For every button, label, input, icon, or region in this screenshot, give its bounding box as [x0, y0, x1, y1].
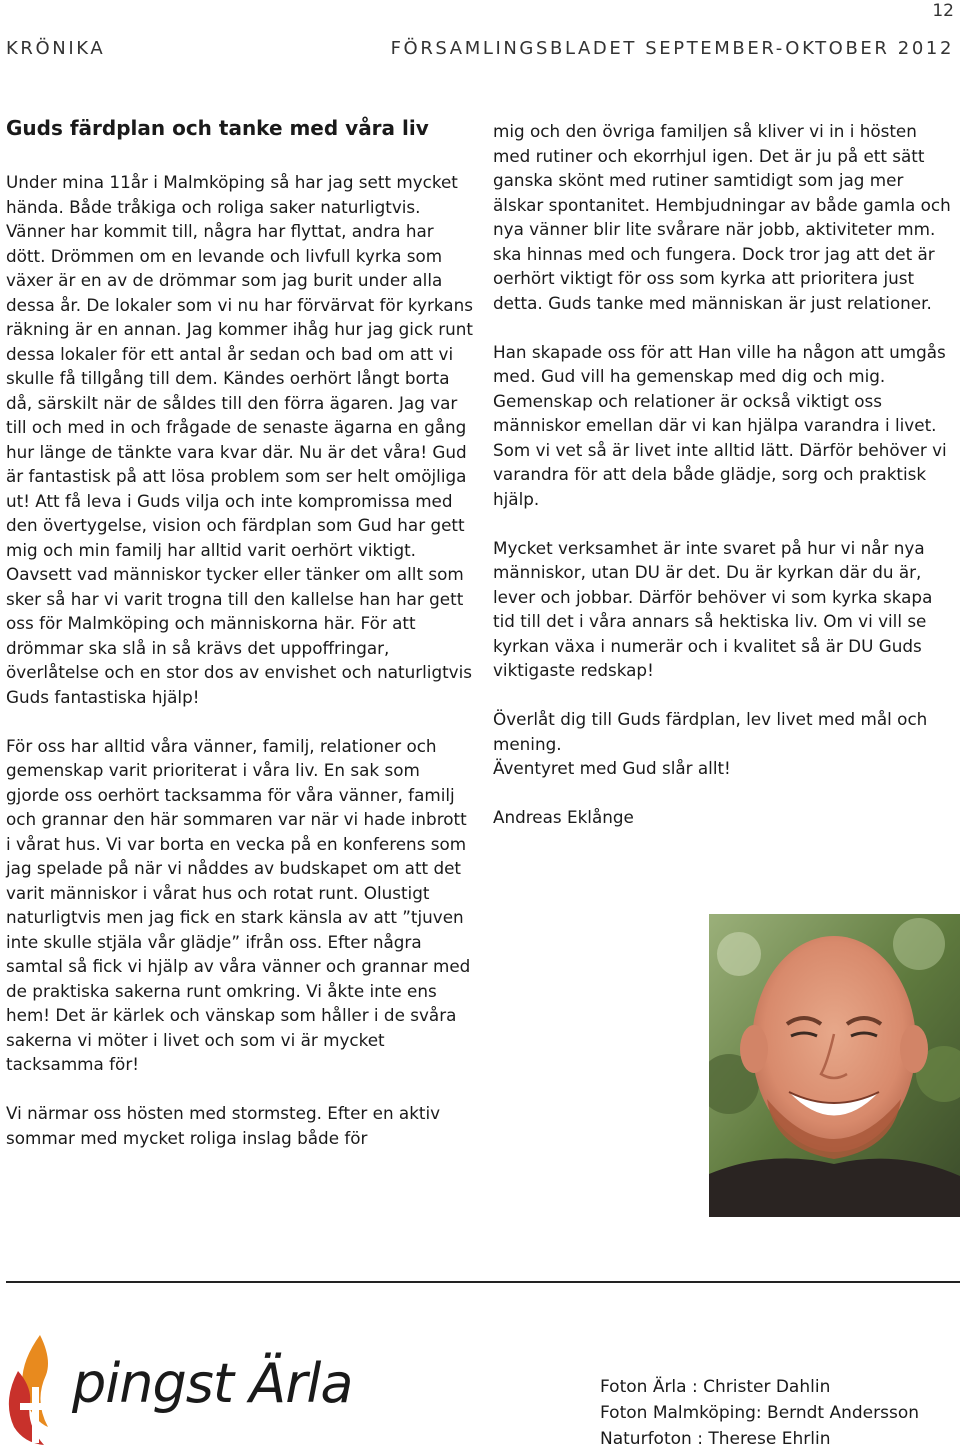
paragraph: Vi närmar oss hösten med stormsteg. Efter en aktiv sommar med mycket roliga inslag både för [6, 1103, 441, 1148]
section-heading: KRÖNIKA [6, 38, 106, 59]
logo-wordmark: pingst Ärla [72, 1352, 353, 1415]
paragraph: Under mina 11år i Malmköping så har jag sett mycket hända. Både tråkiga och roliga saker naturligtvis. Vänner har kommit till, några har flyttat, andra har dött. Drömmen om en levande och livfull kyrka som växer är en av de drömmar som jag burit under alla dessa år. De lokaler som vi nu har förvärvat för kyrkans räkning är en annan. Jag kommer ihåg hur jag gick runt dessa lokaler för ett antal år sedan och bad om att vi skulle få tillgång till dem. Kändes oerhört långt borta då, särskilt när de såldes till den förra ägaren. Jag var till och med in och frågade de senaste ägarna en gång hur länge de tänkte vara kvar där. Nu är det våra! Gud är fantastisk på att lösa problem som ser helt omöjliga ut! Att få leva i Guds vilja och inte kompromissa med den övertygelse, vision och färdplan som Gud har gett mig och min familj har alltid varit oerhört viktigt. Oavsett vad människor tycker eller tänker om allt som sker så har vi varit trogna till den kallelse han har gett oss för Malmköping och människorna här. För att drömmar ska slå in så krävs det uppoffringar, överlåtelse och en stor dos av envishet och naturligtvis Guds fantastiska hjälp! [6, 172, 473, 707]
paragraph: Han skapade oss för att Han ville ha någon att umgås med. Gud vill ha gemenskap med dig och mig. Gemenskap och relationer är också viktigt oss människor emellan där vi kan hjälpa varandra i livet. Som vi vet så är livet inte alltid lätt. Därför behöver vi varandra för att dela både glädje, sorg och praktisk hjälp. [493, 341, 947, 509]
article-column-right [493, 119, 958, 854]
article-column-left [6, 170, 474, 1175]
publication-heading: FÖRSAMLINGSBLADET SEPTEMBER-OKTOBER 2012 [390, 38, 954, 59]
paragraph: mig och den övriga familjen så kliver vi in i hösten med rutiner och ekorrhjul igen. Det är ju på ett sätt ganska skönt med rutiner samtidigt som jag mer älskar spontanitet. Hembjudningar av både gamla och nya vänner blir lite svårare när jobb, aktiviteter mm. ska hinnas med och fungera. Dock tror jag att det är oerhört viktigt för oss som kyrka att prioritera just detta. Guds tanke med människan är just relationer. [493, 121, 951, 313]
footer-divider [6, 1281, 960, 1283]
paragraph: Mycket verksamhet är inte svaret på hur vi når nya människor, utan DU är det. Du är kyrkan där du är, lever och jobbar. Därför behöver vi som kyrka skapa tid till det i våra annars så hektiska liv. Om vi vill se kyrkan växa i numerär och i kvalitet så är DU Guds viktigaste redskap! [493, 537, 933, 680]
author-signature: Andreas Eklånge [493, 807, 634, 827]
credit-line: Foton Malmköping: Berndt Andersson [600, 1403, 920, 1423]
credit-line: Naturfoton : Therese Ehrlin [600, 1429, 831, 1449]
credit-line: Foton Ärla : Christer Dahlin [600, 1377, 831, 1397]
portrait-photo [709, 914, 960, 1217]
article-title: Guds färdplan och tanke med våra liv [6, 116, 429, 140]
paragraph: Överlåt dig till Guds färdplan, lev livet med mål och mening. Äventyret med Gud slår allt! [493, 709, 928, 778]
page-number: 12 [932, 1, 954, 21]
photo-credits [600, 1374, 919, 1452]
paragraph: För oss har alltid våra vänner, familj, relationer och gemenskap varit prioriterat i våra liv. En sak som gjorde oss oerhört tacksamma för våra vänner, familj och grannar den här sommaren var när vi hade inbrott i vårat hus. Vi var borta en vecka på en konferens som jag spelade på när vi nåddes av budskapet om att det varit människor i vårat hus och rotat runt. Olustigt naturligtvis men jag fick en stark känsla av att ”tjuven inte skulle stjäla vår glädje” ifrån oss. Efter några samtal så fick vi hjälp av våra vänner och grannar med de praktiska sakerna runt omkring. Vi åkte inte ens hem! Det är kärlek och vänskap som håller i de svåra sakerna vi möter i livet och som vi är mycket tacksamma för! [6, 735, 471, 1074]
